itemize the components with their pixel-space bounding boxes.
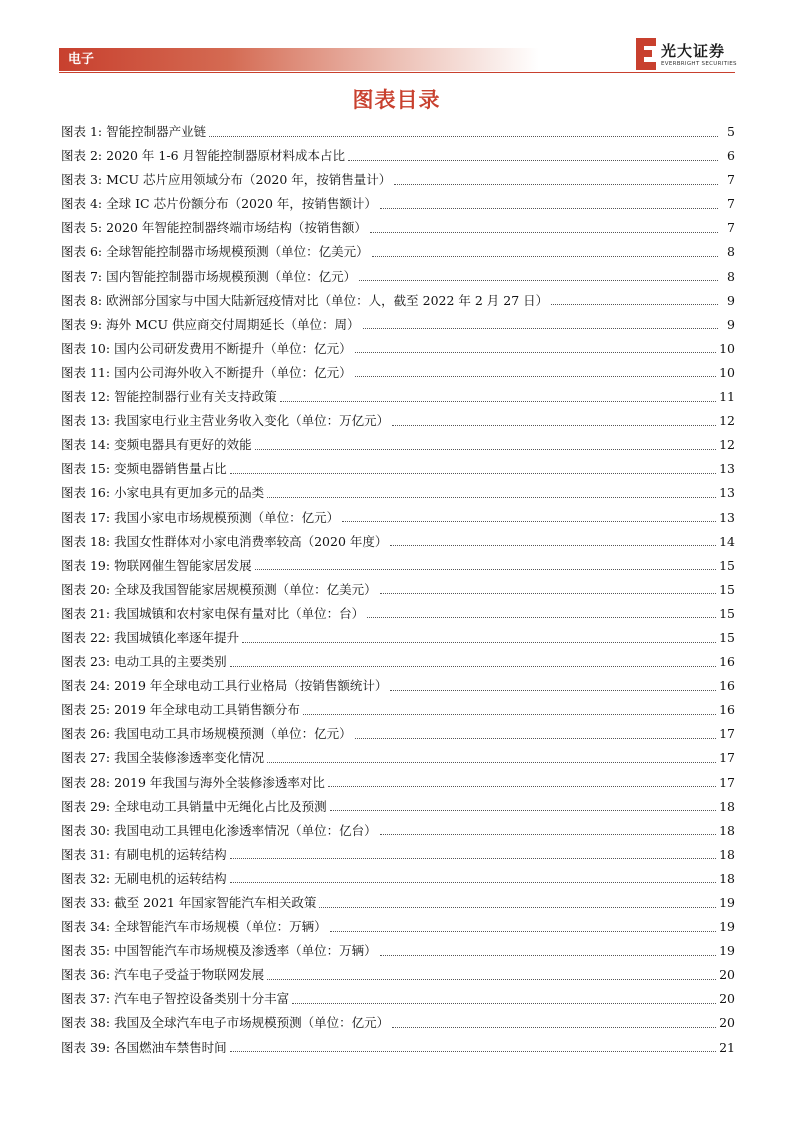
toc-entry-label: 图表 1: [61,124,103,139]
toc-entry-title: 我国城镇化率逐年提升 [114,629,240,645]
toc-entry[interactable] [61,120,735,144]
toc-dot-leader [367,617,716,618]
toc-entry-label: 图表 17: [61,509,111,525]
toc-entry-title: 各国燃油车禁售时间 [114,1039,227,1055]
toc-entry-title: 智能控制器行业有关支持政策 [114,389,277,405]
toc-entry-title: 全球 IC 芯片份额分布（2020 年，按销售额计） [106,196,377,212]
toc-entry-title: 全球及我国智能家居规模预测（单位：亿美元） [114,581,377,597]
toc-entry-page: 5 [727,124,735,139]
toc-dot-leader [390,690,716,691]
toc-dot-leader [390,545,716,546]
toc-entry-title: 我国全装修渗透率变化情况 [114,750,265,766]
toc-entry-label: 图表 3: [61,172,103,188]
toc-entry-page: 18 [719,798,735,814]
toc-entry[interactable] [61,722,735,746]
toc-entry-page: 19 [719,943,735,959]
toc-dot-leader [348,160,718,161]
toc-entry[interactable] [61,698,735,722]
toc-entry-title: 无刷电机的运转结构 [114,870,227,886]
toc-entry-label: 图表 33: [61,895,111,910]
toc-entry[interactable] [61,915,735,939]
toc-entry-title: 变频电器具有更好的效能 [114,437,252,453]
toc-entry-label: 图表 27: [61,750,111,766]
toc-entry-page: 8 [727,268,735,284]
logo-name-en: EVERBRIGHT SECURITIES [661,61,737,67]
toc-entry[interactable] [61,746,735,770]
toc-entry-page: 13 [719,509,735,525]
toc-entry-page: 15 [719,581,735,597]
toc-entry-title: 汽车电子受益于物联网发展 [114,967,265,983]
toc-entry[interactable] [61,819,735,843]
toc-dot-leader [230,666,716,667]
toc-entry[interactable] [61,506,735,530]
toc-entry-page: 16 [719,702,735,718]
toc-entry-label: 图表 13: [61,413,111,429]
toc-entry-title: 海外 MCU 供应商交付周期延长（单位：周） [106,316,360,332]
toc-entry[interactable] [61,192,735,216]
toc-entry-page: 13 [719,461,735,477]
toc-entry-page: 10 [719,364,735,380]
toc-entry-page: 17 [719,750,735,766]
toc-entry[interactable] [61,313,735,337]
toc-entry-page: 18 [719,870,735,886]
toc-entry-page: 12 [719,413,735,429]
toc-dot-leader [330,931,716,932]
toc-entry[interactable] [61,891,735,915]
toc-entry-title: 截至 2021 年国家智能汽车相关政策 [114,895,317,910]
toc-entry-label: 图表 31: [61,846,111,862]
toc-entry-label: 图表 36: [61,967,111,983]
toc-entry-label: 图表 19: [61,557,111,573]
toc-dot-leader [330,810,716,811]
toc-dot-leader [319,907,716,908]
toc-entry[interactable] [61,385,735,409]
toc-dot-leader [392,425,716,426]
toc-dot-leader [230,882,716,883]
toc-entry-label: 图表 8: [61,292,103,308]
toc-entry-page: 20 [719,991,735,1007]
toc-entry-label: 图表 29: [61,798,111,814]
toc-entry-title: 电动工具的主要类别 [114,654,227,670]
toc-dot-leader [267,979,716,980]
toc-entry-page: 10 [719,340,735,356]
toc-entry-title: 国内智能控制器市场规模预测（单位：亿元） [106,268,357,284]
toc-entry-title: 国内公司研发费用不断提升（单位：亿元） [114,340,352,356]
toc-entry-title: 全球智能汽车市场规模（单位：万辆） [114,919,327,935]
toc-entry-label: 图表 16: [61,485,111,501]
toc-dot-leader [394,184,718,185]
toc-entry[interactable] [61,1036,735,1060]
toc-entry-label: 图表 10: [61,340,111,356]
toc-entry-page: 13 [719,485,735,501]
toc-entry-label: 图表 34: [61,919,111,935]
toc-dot-leader [230,473,716,474]
toc-entry-title: 智能控制器产业链 [106,124,207,139]
toc-entry-title: 小家电具有更加多元的品类 [114,485,265,501]
toc-entry-title: 汽车电子智控设备类别十分丰富 [114,991,290,1007]
logo-mark-icon [636,38,656,70]
header-divider [59,72,735,73]
toc-entry-title: 全球智能控制器市场规模预测（单位：亿美元） [106,244,369,260]
toc-entry-title: 我国城镇和农村家电保有量对比（单位：台） [114,605,365,621]
toc-entry-title: 物联网催生智能家居发展 [114,557,252,573]
toc-entry-page: 19 [719,895,735,910]
toc-entry-page: 18 [719,822,735,838]
brand-logo [636,38,736,72]
toc-entry[interactable] [61,457,735,481]
toc-entry-title: 2019 年我国与海外全装修渗透率对比 [114,774,325,790]
toc-entry-label: 图表 38: [61,1015,111,1031]
toc-entry-label: 图表 24: [61,678,111,694]
toc-entry-title: 2019 年全球电动工具销售额分布 [114,702,300,718]
toc-dot-leader [370,232,718,233]
toc-entry-title: 2020 年 1-6 月智能控制器原材料成本占比 [106,148,346,164]
toc-entry-label: 图表 6: [61,244,103,260]
toc-dot-leader [267,497,716,498]
toc-entry-page: 14 [719,533,735,549]
toc-dot-leader [380,208,718,209]
toc-dot-leader [355,376,716,377]
toc-entry-title: 我国家电行业主营业务收入变化（单位：万亿元） [114,413,390,429]
toc-entry-label: 图表 26: [61,726,111,742]
toc-entry-page: 9 [727,316,735,332]
toc-dot-leader [551,304,718,305]
section-label: 电子 [68,52,95,67]
toc-dot-leader [363,328,719,329]
toc-entry-label: 图表 15: [61,461,111,477]
toc-dot-leader [303,714,716,715]
toc-entry-label: 图表 7: [61,268,103,284]
toc-entry-title: 我国女性群体对小家电消费率较高（2020 年度） [114,533,388,549]
toc-entry-title: 2019 年全球电动工具行业格局（按销售额统计） [114,678,388,694]
toc-dot-leader [380,955,716,956]
toc-entry-label: 图表 14: [61,437,111,453]
toc-entry[interactable] [61,409,735,433]
toc-dot-leader [267,762,716,763]
toc-entry-label: 图表 28: [61,774,111,790]
toc-entry[interactable] [61,530,735,554]
toc-entry-label: 图表 5: [61,220,103,236]
toc-entry-page: 7 [727,220,735,236]
toc-entry-page: 15 [719,605,735,621]
toc-entry-label: 图表 21: [61,605,111,621]
toc-entry-title: MCU 芯片应用领域分布（2020 年，按销售量计） [106,172,392,188]
toc-dot-leader [355,352,716,353]
toc-entry[interactable] [61,602,735,626]
toc-entry-page: 20 [719,1015,735,1031]
toc-entry-page: 11 [719,389,735,405]
toc-dot-leader [328,786,716,787]
toc-entry[interactable] [61,289,735,313]
toc-entry[interactable] [61,674,735,698]
toc-entry-title: 国内公司海外收入不断提升（单位：亿元） [114,364,352,380]
toc-dot-leader [230,858,716,859]
toc-entry[interactable] [61,795,735,819]
toc-entry-label: 图表 20: [61,581,111,597]
header-band [59,48,539,71]
toc-entry[interactable] [61,626,735,650]
toc-dot-leader [342,521,716,522]
toc-entry-label: 图表 18: [61,533,111,549]
toc-entry-page: 12 [719,437,735,453]
toc-entry[interactable] [61,481,735,505]
toc-entry-page: 16 [719,654,735,670]
toc-dot-leader [292,1003,716,1004]
toc-entry-label: 图表 11: [61,364,111,380]
toc-entry-label: 图表 32: [61,870,111,886]
toc-entry[interactable] [61,987,735,1011]
toc-title: 图表目录 [352,88,441,112]
toc-entry[interactable] [61,240,735,264]
toc-entry[interactable] [61,433,735,457]
toc-entry-title: 我国电动工具市场规模预测（单位：亿元） [114,726,352,742]
toc-entry[interactable] [61,361,735,385]
toc-entry-title: 2020 年智能控制器终端市场结构（按销售额） [106,220,367,236]
toc-entry[interactable] [61,939,735,963]
toc-dot-leader [255,569,716,570]
toc-entry-page: 16 [719,678,735,694]
toc-entry-label: 图表 9: [61,316,103,332]
toc-entry[interactable] [61,578,735,602]
toc-entry-page: 8 [727,244,735,260]
toc-dot-leader [355,738,716,739]
toc-dot-leader [372,256,718,257]
toc-dot-leader [255,449,716,450]
toc-entry-label: 图表 39: [61,1039,111,1055]
toc-entry-label: 图表 22: [61,629,111,645]
toc-entry-label: 图表 30: [61,822,111,838]
toc-entry-label: 图表 35: [61,943,111,959]
toc-entry[interactable] [61,650,735,674]
toc-entry-label: 图表 4: [61,196,103,212]
toc-entry-page: 20 [719,967,735,983]
toc-dot-leader [359,280,718,281]
toc-list [61,120,735,1060]
toc-entry[interactable] [61,771,735,795]
toc-dot-leader [230,1051,716,1052]
toc-entry-page: 7 [727,196,735,212]
toc-entry-page: 7 [727,172,735,188]
toc-entry-page: 15 [719,557,735,573]
toc-dot-leader [242,642,716,643]
toc-entry-label: 图表 37: [61,991,111,1007]
logo-name-cn: 光大证券 [661,42,726,60]
toc-dot-leader [380,593,716,594]
toc-entry-title: 变频电器销售量占比 [114,461,227,477]
toc-entry-page: 17 [719,774,735,790]
toc-dot-leader [280,401,716,402]
toc-entry-title: 我国电动工具锂电化渗透率情况（单位：亿台） [114,822,377,838]
toc-entry[interactable] [61,265,735,289]
toc-entry[interactable] [61,168,735,192]
toc-entry-page: 6 [727,148,735,164]
toc-dot-leader [209,136,718,137]
toc-entry-title: 中国智能汽车市场规模及渗透率（单位：万辆） [114,943,377,959]
toc-entry-page: 21 [719,1039,735,1055]
toc-entry-title: 全球电动工具销量中无绳化占比及预测 [114,798,327,814]
toc-entry-page: 9 [727,292,735,308]
toc-entry[interactable] [61,843,735,867]
toc-entry-label: 图表 23: [61,654,111,670]
toc-entry-label: 图表 12: [61,389,111,405]
toc-dot-leader [380,834,716,835]
toc-entry-label: 图表 2: [61,148,103,164]
toc-entry[interactable] [61,337,735,361]
toc-entry[interactable] [61,144,735,168]
toc-entry-page: 18 [719,846,735,862]
toc-entry-title: 我国及全球汽车电子市场规模预测（单位：亿元） [114,1015,390,1031]
toc-entry-title: 欧洲部分国家与中国大陆新冠疫情对比（单位：人，截至 2022 年 2 月 27 日） [106,292,549,308]
toc-entry[interactable] [61,1011,735,1035]
toc-entry[interactable] [61,554,735,578]
toc-dot-leader [392,1027,716,1028]
toc-entry[interactable] [61,867,735,891]
toc-entry[interactable] [61,216,735,240]
toc-entry-title: 有刷电机的运转结构 [114,846,227,862]
toc-entry-page: 15 [719,629,735,645]
toc-entry-page: 19 [719,919,735,935]
toc-entry-page: 17 [719,726,735,742]
toc-entry-title: 我国小家电市场规模预测（单位：亿元） [114,509,340,525]
toc-entry[interactable] [61,963,735,987]
toc-entry-label: 图表 25: [61,702,111,718]
